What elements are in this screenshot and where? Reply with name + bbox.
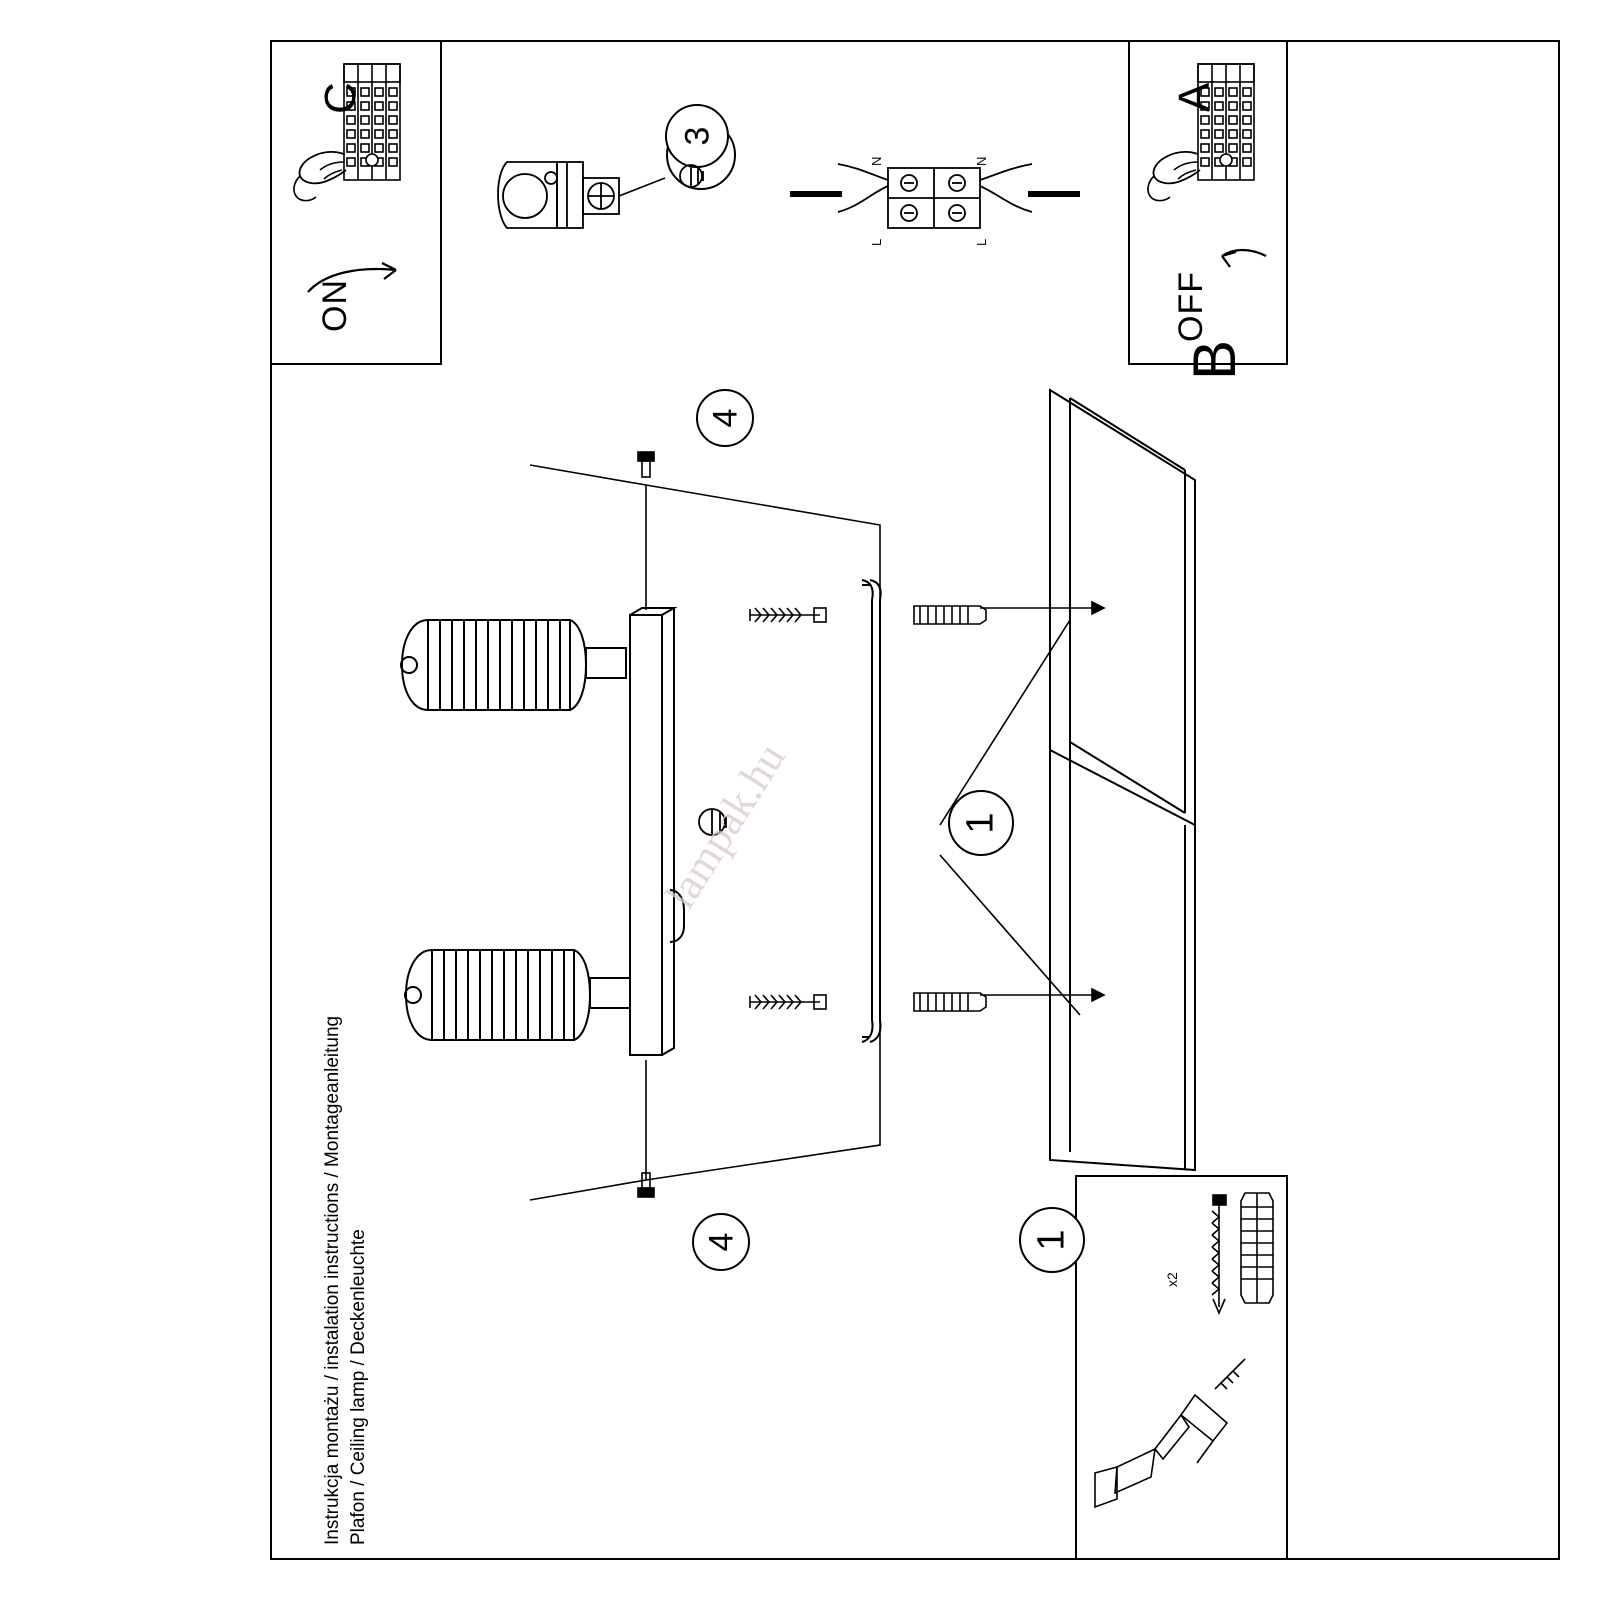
lamp-head-screw-icon (495, 148, 735, 258)
parts-illustration (1077, 1177, 1290, 1562)
panel-a-letter: A (1170, 82, 1219, 112)
lamp-shade-right (405, 950, 630, 1040)
terminal-label-n2: N (974, 156, 989, 166)
assembly-diagram (280, 370, 1280, 1300)
wall-plug-icon (1241, 1193, 1273, 1303)
circuit-breaker-hand-icon (272, 42, 444, 367)
ceiling-surface (1050, 390, 1195, 1170)
curved-arrow-up-icon (308, 263, 396, 292)
step-1-badge-assembly (948, 790, 1014, 856)
document-title-line-2: Plafon / Ceiling lamp / Deckenleuchte (348, 1229, 369, 1545)
step-4-badge-bottom (692, 1213, 750, 1271)
step-4-number-bottom: 4 (701, 1232, 740, 1252)
grub-screw-icon (638, 452, 654, 477)
circuit-breaker-hand-icon (1130, 42, 1290, 367)
panel-c (270, 40, 442, 365)
parts-step-badge (1019, 1207, 1085, 1273)
mounting-bracket (670, 580, 881, 1042)
panel-a (1128, 40, 1288, 365)
wall-plug (914, 602, 1104, 624)
panel-b-letter: B (1181, 339, 1248, 380)
panel-parts-list (1030, 1175, 1288, 1560)
drill-icon (1095, 1359, 1245, 1507)
step-3-number: 3 (677, 126, 716, 146)
screw-icon (1212, 1195, 1226, 1313)
terminal-label-n1: N (869, 156, 884, 166)
step-1-number: 1 (959, 812, 1002, 834)
watermark: lampak.hu (655, 734, 795, 917)
parts-step-number: 1 (1030, 1229, 1073, 1251)
panel-c-state-label: ON (316, 279, 354, 332)
panel-a-state-label: OFF (1172, 271, 1210, 342)
step-4-number-top: 4 (705, 408, 744, 428)
screw-long (750, 995, 826, 1009)
panel-c-letter: C (316, 82, 365, 114)
terminal-label-l2: L (974, 238, 989, 246)
wall-plug (914, 989, 1104, 1011)
terminal-label-l1: L (869, 238, 884, 246)
earth-symbol (699, 809, 726, 835)
screw-long (750, 608, 826, 622)
parts-quantity-label: x2 (1164, 1272, 1180, 1287)
step-4-badge-top (696, 389, 754, 447)
terminal-block-icon (790, 150, 1080, 260)
curved-arrow-down-icon (1222, 250, 1266, 267)
lamp-shade-left (401, 620, 626, 710)
base-plate (630, 608, 674, 1055)
document-title-line-1: Instrukcja montażu / instalation instructions / Montageanleitung (322, 1015, 343, 1545)
